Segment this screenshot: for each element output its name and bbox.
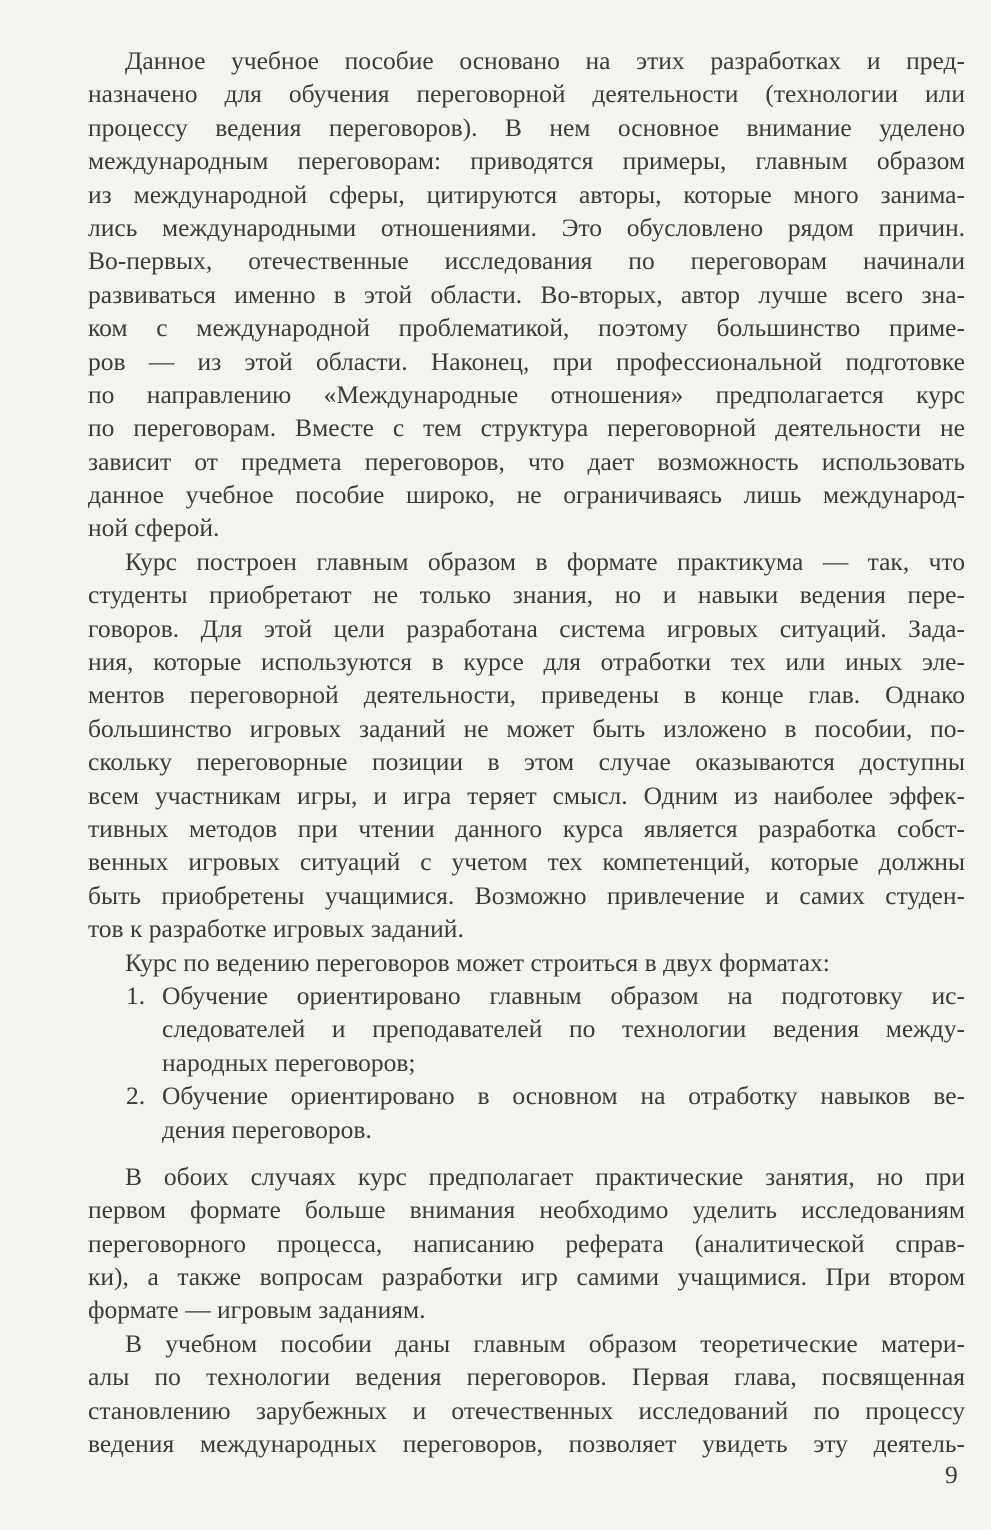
text-line: ведения международных переговоров, позволяет увидеть эту деятель- xyxy=(88,1429,965,1459)
text-line: Обучение ориентировано главным образом на подготовку ис- xyxy=(162,980,965,1010)
text-line: ки), а также вопросам разработки игр самими учащимися. При втором xyxy=(88,1262,965,1292)
text-line: ком с международной проблематикой, поэтому большинство приме- xyxy=(88,313,965,343)
text-line: переговорного процесса, написанию реферата (аналитической справ- xyxy=(88,1228,965,1258)
text-line: процессу ведения переговоров). В нем основное внимание уделено xyxy=(88,112,965,142)
text-line: развиваться именно в этой области. Во-вторых, автор лучше всего зна- xyxy=(88,279,965,309)
text-line: по переговорам. Вместе с тем структура переговорной деятельности не xyxy=(88,413,965,443)
text-line: В учебном пособии даны главным образом теоретические матери- xyxy=(125,1328,965,1358)
text-line: следователей и преподавателей по технологии ведения между- xyxy=(162,1014,965,1044)
text-line: ной сферой. xyxy=(88,513,220,543)
text-line: ров — из этой области. Наконец, при профессиональной подготовке xyxy=(88,346,965,376)
paragraph xyxy=(88,44,965,545)
text-line: лись международными отношениями. Это обусловлено рядом причин. xyxy=(88,212,965,242)
text-line: тов к разработке игровых заданий. xyxy=(88,914,464,944)
text-line: дения переговоров. xyxy=(162,1114,372,1144)
text-line: быть приобретены учащимися. Возможно привлечение и самих студен- xyxy=(88,880,965,910)
list-number: 2. xyxy=(126,1081,146,1111)
page-body xyxy=(88,44,965,1460)
text-line: студенты приобретают не только знания, но и навыки ведения пере- xyxy=(88,580,965,610)
text-line: тивных методов при чтении данного курса является разработка собст- xyxy=(88,813,965,843)
text-line: скольку переговорные позиции в этом случае оказываются доступны xyxy=(88,747,965,777)
text-line: первом формате больше внимания необходимо уделить исследованиям xyxy=(88,1195,965,1225)
text-line: алы по технологии ведения переговоров. Первая глава, посвященная xyxy=(88,1362,965,1392)
paragraph-gap xyxy=(88,1146,965,1160)
page-number: 9 xyxy=(945,1460,958,1489)
text-line: ния, которые используются в курсе для отработки тех или иных эле- xyxy=(88,647,965,677)
text-line: Данное учебное пособие основано на этих разработках и пред- xyxy=(125,46,965,75)
text-line: Курс по ведению переговоров может строиться в двух форматах: xyxy=(125,947,830,977)
text-line: становлению зарубежных и отечественных исследований по процессу xyxy=(88,1395,965,1425)
text-line: народных переговоров; xyxy=(162,1047,416,1077)
text-line: всем участникам игры, и игра теряет смысл. Одним из наиболее эффек- xyxy=(88,780,965,810)
text-line: зависит от предмета переговоров, что дает возможность использовать xyxy=(88,446,965,476)
paragraph xyxy=(88,545,965,946)
text-line: В обоих случаях курс предполагает практические занятия, но при xyxy=(125,1161,965,1191)
paragraph xyxy=(88,1327,965,1461)
text-line: Обучение ориентировано в основном на отработку навыков ве- xyxy=(162,1081,965,1111)
text-line: международным переговорам: приводятся примеры, главным образом xyxy=(88,146,965,176)
list-number: 1. xyxy=(126,980,146,1010)
list-item xyxy=(88,979,965,1079)
text-line: венных игровых ситуаций с учетом тех компетенций, которые должны xyxy=(88,847,965,877)
paragraph xyxy=(88,946,965,979)
text-line: данное учебное пособие широко, не ограничиваясь лишь международ- xyxy=(88,480,965,510)
text-line: Во-первых, отечественные исследования по переговорам начинали xyxy=(88,246,965,276)
list-item xyxy=(88,1079,965,1146)
text-line: из международной сферы, цитируются авторы, которые много занима- xyxy=(88,179,965,209)
text-line: назначено для обучения переговорной деятельности (технологии или xyxy=(88,79,965,109)
text-line: формате — игровым заданиям. xyxy=(88,1295,426,1325)
text-line: говоров. Для этой цели разработана система игровых ситуаций. Зада- xyxy=(88,613,965,643)
text-line: Курс построен главным образом в формате практикума — так, что xyxy=(125,546,965,576)
text-line: большинство игровых заданий не может быть изложено в пособии, по- xyxy=(88,713,965,743)
paragraph xyxy=(88,1160,965,1327)
text-line: по направлению «Международные отношения» предполагается курс xyxy=(88,379,965,409)
text-line: ментов переговорной деятельности, приведены в конце глав. Однако xyxy=(88,680,965,710)
